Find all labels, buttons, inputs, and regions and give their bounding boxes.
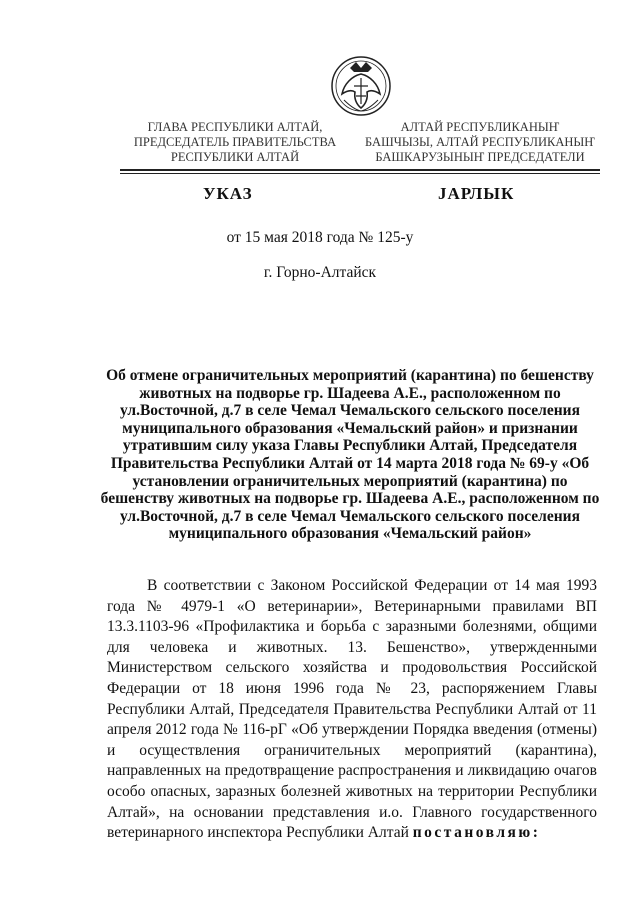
emblem-icon [330, 54, 392, 118]
header-right [355, 120, 605, 165]
body-paragraph [107, 576, 597, 844]
header-right-line: БАШЧЫЗЫ, АЛТАЙ РЕСПУБЛИКАНЫҤ [365, 135, 595, 149]
header-left [120, 120, 350, 165]
header-left-line: ПРЕДСЕДАТЕЛЬ ПРАВИТЕЛЬСТВА [133, 135, 337, 149]
decree-date-number: от 15 мая 2018 года № 125-у [226, 229, 414, 246]
header-left-line: ГЛАВА РЕСПУБЛИКИ АЛТАЙ, [147, 120, 323, 134]
header-divider-thin [120, 173, 600, 174]
document-title: Об отмене ограничительных мероприятий (карантина) по бешенству животных на подворье гр. Шадеева А.Е., расположенном по ул.Восточной, д.7 в селе Чемал Чемальского сельского поселения муниципального образования «Чемальский район» и признании утратившим силу указа Главы Республики Алтай, Председателя Правительства Республики Алтай от 14 марта 2018 года № 69-у «Об установлении ограничительных мероприятий (карантина) по бешенству животных на подворье гр. Шадеева А.Е., расположенном по ул.Восточной, д.7 в селе Чемал Чемальского сельского поселения муниципального образования «Чемальский район» [100, 367, 600, 543]
header-left-line: РЕСПУБЛИКИ АЛТАЙ [170, 150, 300, 164]
header-right-line: БАШКАРУЗЫНЫҤ ПРЕДСЕДАТЕЛИ [375, 150, 585, 164]
body-emphasis: постановляю: [412, 824, 541, 842]
decree-city: г. Горно-Алтайск [263, 264, 377, 281]
header-right-line: АЛТАЙ РЕСПУБЛИКАНЫҤ [400, 120, 560, 134]
decree-title-ru: УКАЗ [203, 184, 253, 203]
decree-title-altai: JАРЛЫК [438, 184, 515, 203]
header-divider-thick [120, 169, 600, 171]
body-text: В соответствии с Законом Российской Федерации от 14 мая 1993 года № 4979-1 «О ветеринарии», Ветеринарными правилами ВП 13.3.1103-96 «Профилактика и борьба с заразными болезнями, общими для человека и животных. 13. Бешенство», утвержденными Министерством сельского хозяйства и продовольствия Российской Федерации от 18 июня 1996 года № 23, распоряжением Главы Республики Алтай, Председателя Правительства Республики Алтай от 11 апреля 2012 года № 116-рГ «Об утверждении Порядка введения (отмены) и осуществления ограничительных мероприятий (карантина), направленных на предотвращение распространения и ликвидацию очагов особо опасных, заразных болезней животных на территории Республики Алтай», на основании представления и.о. Главного государственного ветеринарного инспектора Республики Алтай [107, 577, 597, 842]
